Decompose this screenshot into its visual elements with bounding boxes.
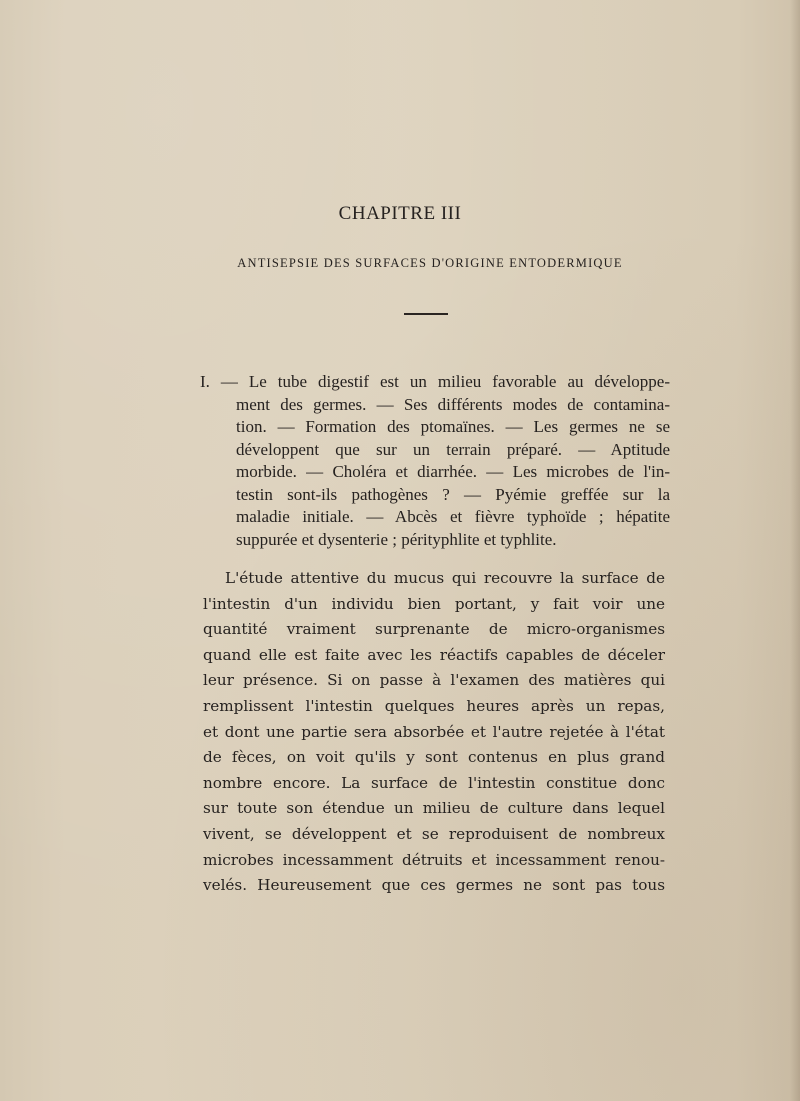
body-line: sur toute son étendue un milieu de culture dans lequel bbox=[203, 799, 665, 818]
body-line: l'intestin d'un individu bien portant, y fait voir une bbox=[203, 594, 665, 613]
body-line: L'étude attentive du mucus qui recouvre la surface de bbox=[225, 569, 665, 587]
summary-line: I. — Le tube digestif est un milieu favorable au développe- bbox=[200, 372, 670, 391]
body-line: velés. Heureusement que ces germes ne sont pas tous bbox=[203, 876, 665, 895]
page-edge-shadow bbox=[790, 0, 800, 1101]
summary-line: testin sont-ils pathogènes ? — Pyémie greffée sur la bbox=[236, 484, 670, 504]
chapter-subtitle: ANTISEPSIE DES SURFACES D'ORIGINE ENTODERMIQUE bbox=[237, 256, 623, 270]
body-line: et dont une partie sera absorbée et l'autre rejetée à l'état bbox=[203, 722, 665, 741]
body-line: leur présence. Si on passe à l'examen des matières qui bbox=[203, 671, 665, 690]
summary-line: maladie initiale. — Abcès et fièvre typhoïde ; hépatite bbox=[236, 507, 670, 526]
chapter-title: CHAPITRE III bbox=[338, 203, 462, 224]
summary-line: ment des germes. — Ses différents modes de contamina- bbox=[236, 394, 670, 414]
body-line: vivent, se développent et se reproduisent de nombreux bbox=[203, 824, 665, 843]
body-line: quantité vraiment surprenante de micro-organismes bbox=[203, 620, 665, 639]
summary-line: tion. — Formation des ptomaïnes. — Les germes ne se bbox=[236, 417, 670, 436]
summary-line: suppurée et dysenterie ; pérityphlite et typhlite. bbox=[236, 529, 557, 549]
summary-line: morbide. — Choléra et diarrhée. — Les microbes de l'in- bbox=[236, 462, 670, 481]
body-line: microbes incessamment détruits et incessamment renou- bbox=[203, 850, 665, 869]
body-paragraph bbox=[203, 566, 665, 899]
chapter-summary bbox=[200, 371, 670, 551]
body-line: quand elle est faite avec les réactifs capables de déceler bbox=[203, 645, 665, 664]
body-line: de fèces, on voit qu'ils y sont contenus en plus grand bbox=[203, 748, 665, 767]
section-divider bbox=[404, 313, 448, 315]
body-line: nombre encore. La surface de l'intestin constitue donc bbox=[203, 773, 665, 792]
summary-line: développent que sur un terrain préparé. — Aptitude bbox=[236, 439, 670, 459]
body-line: remplissent l'intestin quelques heures après un repas, bbox=[203, 696, 665, 715]
